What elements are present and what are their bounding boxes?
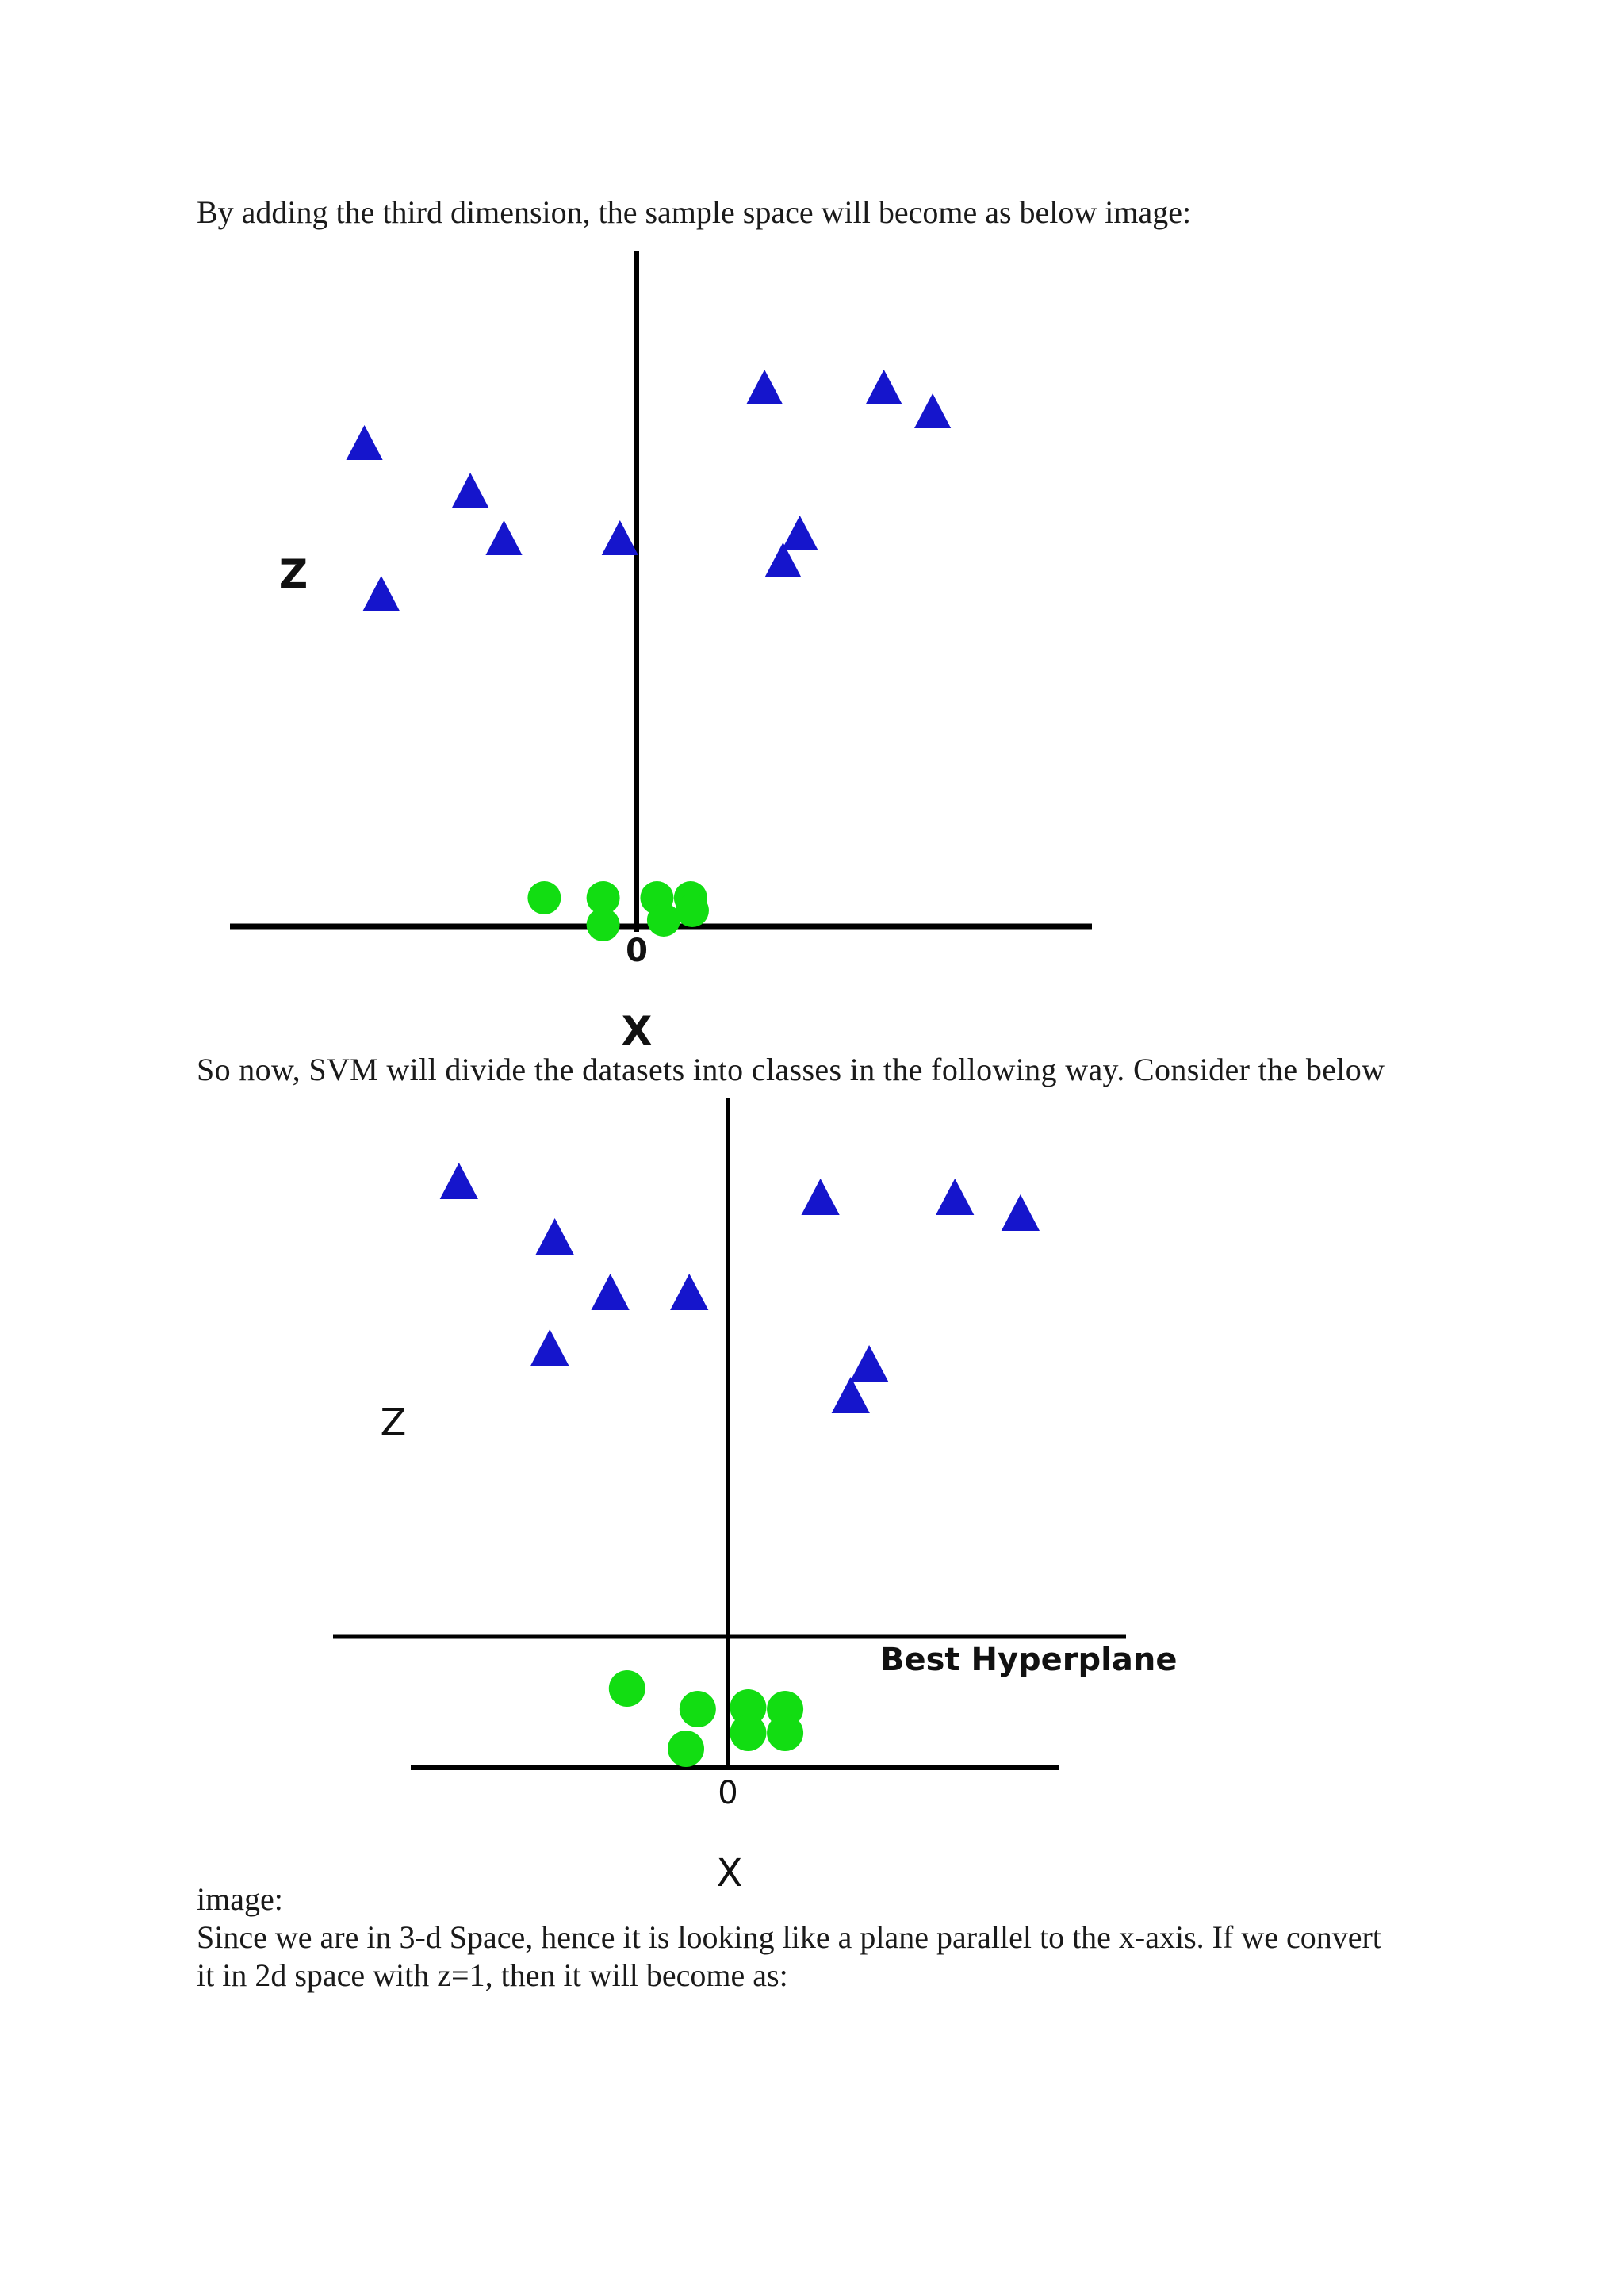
circle-point-5 — [730, 1715, 766, 1751]
triangle-point-3 — [914, 393, 951, 428]
circle-point-7 — [668, 1731, 704, 1767]
axes — [230, 251, 1092, 932]
circle-point-6 — [647, 903, 680, 937]
triangle-point-6 — [591, 1274, 629, 1310]
triangle-point-8 — [530, 1329, 569, 1366]
triangle-point-2 — [801, 1179, 839, 1215]
z-axis-label: Z — [380, 1401, 407, 1445]
triangle-point-7 — [670, 1274, 708, 1310]
circle-point-5 — [676, 894, 709, 927]
circle-point-1 — [527, 881, 561, 914]
z-axis-label: Z — [278, 551, 308, 597]
paragraph-2d-conversion: it in 2d space with z=1, then it will become as: — [197, 1957, 788, 1993]
x-axis-label: X — [621, 1008, 653, 1054]
paragraph-image-continued: image: — [197, 1881, 283, 1917]
origin-label: 0 — [626, 933, 648, 969]
circle-point-1 — [609, 1670, 645, 1707]
triangle-point-9 — [850, 1345, 888, 1382]
triangle-point-4 — [346, 425, 382, 460]
circle-point-2 — [680, 1691, 716, 1727]
triangle-point-5 — [535, 1218, 573, 1255]
triangle-point-6 — [485, 520, 522, 555]
triangle-point-2 — [866, 370, 902, 404]
data-points — [346, 370, 951, 941]
figure-best-hyperplane — [0, 1094, 1624, 1895]
paragraph-svm-divide: So now, SVM will divide the datasets into classes in the following way. Consider the below — [197, 1052, 1385, 1087]
figure-3d-sample-space — [0, 238, 1624, 1055]
triangle-point-1 — [746, 370, 783, 404]
triangle-point-7 — [602, 520, 638, 555]
paragraph-3d-space: Since we are in 3-d Space, hence it is looking like a plane parallel to the x-axis. If we convert — [197, 1919, 1381, 1955]
triangle-point-5 — [452, 473, 488, 508]
circle-point-7 — [587, 908, 620, 941]
origin-label: 0 — [718, 1775, 738, 1811]
triangle-point-10 — [363, 576, 400, 611]
hyperplane-label: Best Hyperplane — [880, 1642, 1178, 1678]
x-axis-label: X — [716, 1851, 743, 1895]
triangle-point-10 — [832, 1377, 870, 1413]
triangle-point-1 — [440, 1163, 478, 1199]
triangle-point-4 — [1002, 1194, 1040, 1231]
triangle-point-3 — [936, 1179, 974, 1215]
paragraph-intro: By adding the third dimension, the sample space will become as below image: — [197, 194, 1192, 230]
circle-point-6 — [767, 1715, 803, 1751]
triangle-point-8 — [782, 516, 818, 550]
